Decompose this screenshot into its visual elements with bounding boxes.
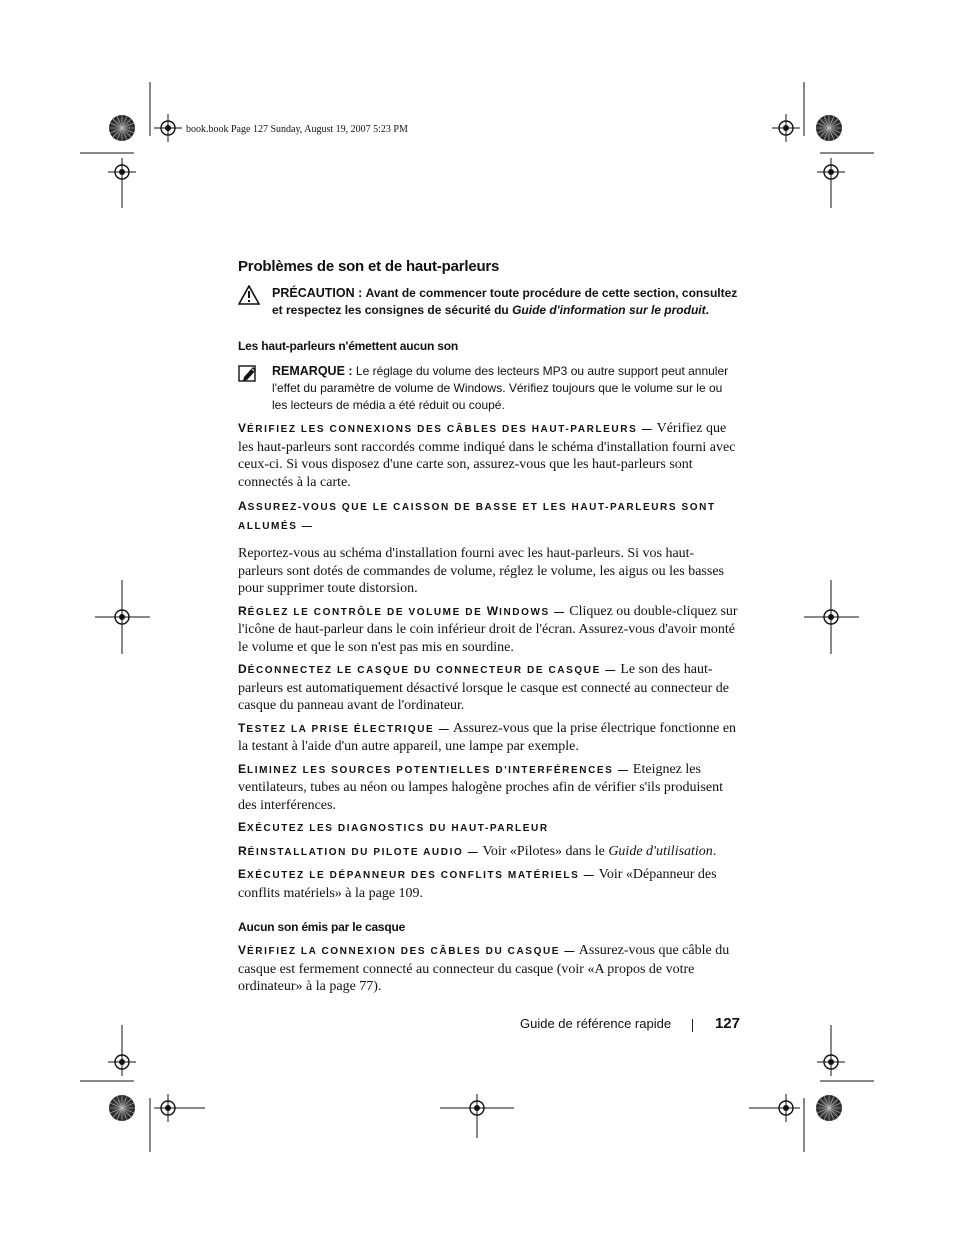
item-body: Cliquez ou double-cliquez sur l'icône de haut-parleur dans le coin inférieur droit de l'écran. Assurez-vous d'avoir monté le volume et que le son n'est pas mis en sourdine. xyxy=(238,603,738,655)
item-heading: ÉGLEZ LE CONTRÔLE DE VOLUME DE xyxy=(247,606,487,618)
registration-mark-icon xyxy=(108,1048,136,1076)
list-item: DÉCONNECTEZ LE CASQUE DU CONNECTEUR DE CASQUE — Le son des haut-parleurs est automatiquement désactivé lorsque le casque est connecté au connecteur de casque du panneau avant de l'ordinateur. xyxy=(238,662,729,713)
section-title: Problèmes de son et de haut-parleurs xyxy=(238,258,500,275)
item-heading: XÉCUTEZ LES DIAGNOSTICS DU HAUT-PARLEUR xyxy=(247,823,549,834)
list-item: ASSUREZ-VOUS QUE LE CAISSON DE BASSE ET LES HAUT-PARLEURS SONT ALLUMÉS — xyxy=(238,499,716,532)
item-heading: ÉRIFIEZ LES CONNEXIONS DES CÂBLES DES HAUT-PARLEURS — xyxy=(247,424,654,435)
registration-mark-icon xyxy=(817,1048,845,1076)
troubleshooting-list xyxy=(238,420,738,902)
list-item: EXÉCUTEZ LE DÉPANNEUR DES CONFLITS MATÉRIELS — Voir «Dépanneur des conflits matériels» à la page 109. xyxy=(238,867,717,901)
item-heading: ESTEZ LA PRISE ÉLECTRIQUE — xyxy=(246,723,451,735)
item-body: Assurez-vous que la prise électrique fonctionne en la testant à l'aide d'un autre appareil, une lampe par exemple. xyxy=(238,720,737,754)
item-heading: ÉINSTALLATION DU PILOTE AUDIO — xyxy=(247,846,480,858)
item-heading: LIMINEZ LES SOURCES POTENTIELLES D'INTERFÉRENCES — xyxy=(247,764,630,776)
item-body: Reportez-vous au schéma d'installation fourni avec les haut-parleurs. Si vos haut-parleurs sont dotés de commandes de volume, réglez le volume, les aigus ou les basses pour supprimer toute distorsion. xyxy=(238,546,724,596)
item-body: Voir «Pilotes» dans le xyxy=(482,843,609,859)
subsection-title: Les haut-parleurs n'émettent aucun son xyxy=(238,339,458,353)
item-body: Le son des haut-parleurs est automatiquement désactivé lorsque le casque est connecté au connecteur de casque du panneau avant de l'ordinateur. xyxy=(238,662,729,713)
color-wheel-icon xyxy=(816,1095,842,1121)
list-item: ELIMINEZ LES SOURCES POTENTIELLES D'INTERFÉRENCES — Eteignez les ventilateurs, tubes au néon ou lampes halogène proches afin de vérifier s'ils produisent des interférences. xyxy=(238,761,723,813)
item-doc-title: Guide d'utilisation xyxy=(608,843,713,859)
color-wheel-icon xyxy=(816,115,842,141)
caution-notice: PRÉCAUTION : Avant de commencer toute procédure de cette section, consultez et respectez les consignes de sécurité du Guide d'information sur le produit. xyxy=(238,285,738,319)
note-pencil-icon xyxy=(238,364,258,387)
item-heading: ÉRIFIEZ LA CONNEXION DES CÂBLES DU CASQUE — xyxy=(247,946,577,957)
list-item: VÉRIFIEZ LA CONNEXION DES CÂBLES DU CASQUE — Assurez-vous que câble du casque est fermement connecté au connecteur du casque (voir «A propos de votre ordinateur» à la page 77). xyxy=(238,943,730,994)
page-number: 127 xyxy=(714,1015,740,1032)
color-wheel-icon xyxy=(109,115,135,141)
note-label: REMARQUE : xyxy=(272,364,353,378)
caution-label: PRÉCAUTION : xyxy=(272,286,363,300)
list-item: RÉINSTALLATION DU PILOTE AUDIO — Voir «Pilotes» dans le Guide d'utilisation. xyxy=(238,843,717,859)
list-item: TESTEZ LA PRISE ÉLECTRIQUE — Assurez-vous que la prise électrique fonctionne en la testant à l'aide d'un autre appareil, une lampe par exemple. xyxy=(238,720,737,754)
note-text: Le réglage du volume des lecteurs MP3 ou autre support peut annuler l'effet du paramètre de volume de Windows. Vérifiez toujours que le volume sur le ou les lecteurs de média a été réduit ou coupé. xyxy=(272,364,729,412)
footer-title: Guide de référence rapide xyxy=(520,1016,672,1031)
registration-mark-icon xyxy=(154,1094,182,1122)
caution-text: Avant de commencer toute procédure de cette section, consultez et respectez les consignes de sécurité du xyxy=(272,286,738,317)
warning-triangle-icon xyxy=(238,285,260,310)
item-body: Eteignez les ventilateurs, tubes au néon ou lampes halogène proches afin de vérifier s'ils produisent des interférences. xyxy=(238,761,723,813)
footer-separator xyxy=(692,1019,693,1032)
registration-mark-icon xyxy=(772,114,800,142)
main-content xyxy=(238,258,738,996)
list-item: RÉGLEZ LE CONTRÔLE DE VOLUME DE WINDOWS — Cliquez ou double-cliquez sur l'icône de haut-parleur dans le coin inférieur droit de l'écran. Assurez-vous d'avoir monté le volume et que le son n'est pas mis en sourdine. xyxy=(238,603,738,655)
item-body: Voir «Dépanneur des conflits matériels» à la page 109. xyxy=(238,867,717,901)
registration-mark-icon xyxy=(108,158,136,186)
list-item: EXÉCUTEZ LES DIAGNOSTICS DU HAUT-PARLEUR xyxy=(238,820,549,834)
registration-mark-icon xyxy=(817,158,845,186)
note-notice xyxy=(238,363,738,414)
item-heading: SSUREZ-VOUS QUE LE CAISSON DE BASSE ET LES HAUT-PARLEURS SONT ALLUMÉS — xyxy=(238,502,716,532)
registration-mark-icon xyxy=(154,114,182,142)
item-heading: XÉCUTEZ LE DÉPANNEUR DES CONFLITS MATÉRIELS — xyxy=(247,870,596,881)
color-wheel-icon xyxy=(109,1095,135,1121)
caution-doc-title: Guide d'information sur le produit xyxy=(512,303,706,317)
print-metadata: book.book Page 127 Sunday, August 19, 2007 5:23 PM xyxy=(186,124,408,135)
list-item: VÉRIFIEZ LES CONNEXIONS DES CÂBLES DES HAUT-PARLEURS — Vérifiez que les haut-parleurs sont raccordés comme indiqué dans le schéma d'installation fourni avec ceux-ci. Si vous disposez d'une carte son, assurez-vous que les haut-parleurs sont connectés à la carte. xyxy=(238,421,736,490)
page-footer xyxy=(520,1016,742,1036)
item-heading: ÉCONNECTEZ LE CASQUE DU CONNECTEUR DE CASQUE — xyxy=(247,665,617,676)
subsection-title: Aucun son émis par le casque xyxy=(238,920,406,934)
registration-mark-icon xyxy=(772,1094,800,1122)
item-body: Vérifiez que les haut-parleurs sont raccordés comme indiqué dans le schéma d'installation fourni avec ceux-ci. Si vous disposez d'une carte son, assurez-vous que les haut-parleurs sont connectés à la carte. xyxy=(238,421,736,490)
item-body: Assurez-vous que câble du casque est fermement connecté au connecteur du casque (voir «A propos de votre ordinateur» à la page 77). xyxy=(238,943,730,994)
